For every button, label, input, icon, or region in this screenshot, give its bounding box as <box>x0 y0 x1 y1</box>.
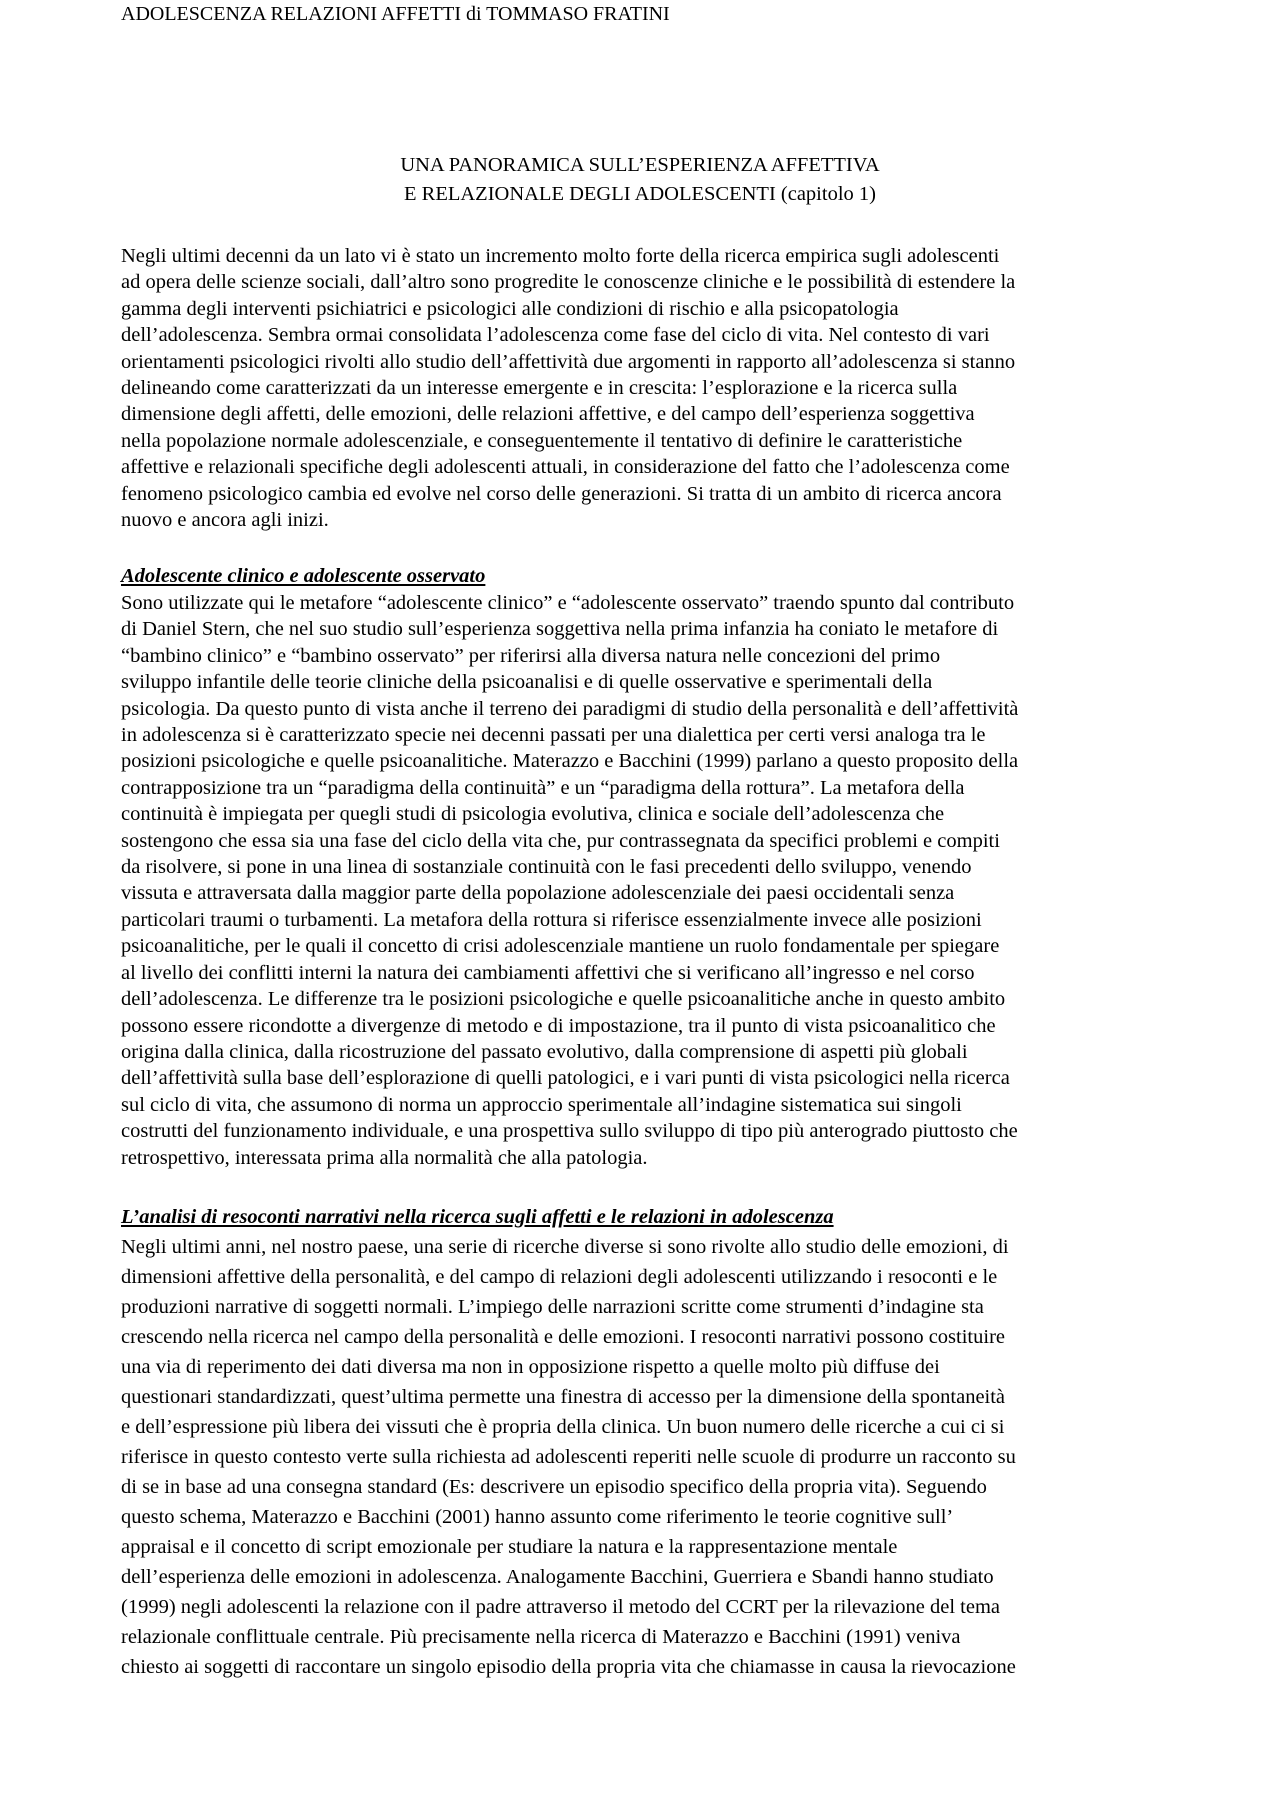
paragraph-line: possono essere ricondotte a divergenze di metodo e di impostazione, tra il punto di vista psicoanalitico che <box>121 1014 996 1037</box>
paragraph-line: orientamenti psicologici rivolti allo studio dell’affettività due argomenti in rapporto all’adolescenza si stanno <box>121 350 1016 373</box>
section-heading-clinical-observed: Adolescente clinico e adolescente osservato <box>121 565 486 587</box>
paragraph-line: posizioni psicologiche e quelle psicoanalitiche. Materazzo e Bacchini (1999) parlano a questo proposito della <box>121 750 1019 773</box>
paragraph-line: psicologia. Da questo punto di vista anche il terreno dei paradigmi di studio della personalità e dell’affettività <box>121 697 1019 720</box>
section-heading-narrative-reports: L’analisi di resoconti narrativi nella ricerca sugli affetti e le relazioni in adolescenza <box>121 1206 834 1228</box>
paragraph-line: crescendo nella ricerca nel campo della personalità e delle emozioni. I resoconti narrativi possono costituire <box>121 1326 1005 1348</box>
chapter-title-line-2: E RELAZIONALE DEGLI ADOLESCENTI (capitolo 1) <box>404 183 876 205</box>
paragraph-line: da risolvere, si pone in una linea di sostanziale continuità con le fasi precedenti dello sviluppo, venendo <box>121 856 972 879</box>
paragraph-line: dell’adolescenza. Sembra ormai consolidata l’adolescenza come fase del ciclo di vita. Nel contesto di vari <box>121 324 990 347</box>
paragraph-line: Negli ultimi anni, nel nostro paese, una serie di ricerche diverse si sono rivolte allo studio delle emozioni, di <box>121 1236 1009 1258</box>
section-2-paragraph <box>121 1232 1201 1682</box>
paragraph-line: costrutti del funzionamento individuale, e una prospettiva sullo sviluppo di tipo più anterogrado piuttosto che <box>121 1120 1018 1143</box>
paragraph-line: di se in base ad una consegna standard (Es: descrivere un episodio specifico della propria vita). Seguendo <box>121 1476 987 1498</box>
paragraph-line: produzioni narrative di soggetti normali. L’impiego delle narrazioni scritte come strumenti d’indagine sta <box>121 1296 984 1318</box>
paragraph-line: delineando come caratterizzati da un interesse emergente e in crescita: l’esplorazione e la ricerca sulla <box>121 377 958 400</box>
paragraph-line: questionari standardizzati, quest’ultima permette una finestra di accesso per la dimensione della spontaneità <box>121 1386 1006 1408</box>
paragraph-line: dell’adolescenza. Le differenze tra le posizioni psicologiche e quelle psicoanalitiche anche in questo ambito <box>121 988 1006 1011</box>
section-1-paragraph <box>121 590 1201 1171</box>
paragraph-line: nella popolazione normale adolescenziale, e conseguentemente il tentativo di definire le caratteristiche <box>121 429 963 452</box>
intro-paragraph <box>121 243 1201 533</box>
paragraph-line: affettive e relazionali specifiche degli adolescenti attuali, in considerazione del fatto che l’adolescenza come <box>121 456 1010 479</box>
paragraph-line: sviluppo infantile delle teorie cliniche della psicoanalisi e di quelle osservative e sperimentali della <box>121 671 933 694</box>
paragraph-line: al livello dei conflitti interni la natura dei cambiamenti affettivi che si verificano all’ingresso e nel corso <box>121 961 975 984</box>
paragraph-line: fenomeno psicologico cambia ed evolve nel corso delle generazioni. Si tratta di un ambito di ricerca ancora <box>121 482 1002 505</box>
paragraph-line: relazionale conflittuale centrale. Più precisamente nella ricerca di Materazzo e Bacchini (1991) veniva <box>121 1626 961 1648</box>
paragraph-line: “bambino clinico” e “bambino osservato” per riferirsi alla diversa natura nelle concezioni del primo <box>121 644 941 667</box>
paragraph-line: in adolescenza si è caratterizzato specie nei decenni passati per una dialettica per certi versi analoga tra le <box>121 724 986 747</box>
paragraph-line: origina dalla clinica, dalla ricostruzione del passato evolutivo, dalla comprensione di aspetti più globali <box>121 1040 968 1063</box>
paragraph-line: dell’esperienza delle emozioni in adolescenza. Analogamente Bacchini, Guerriera e Sbandi hanno studiato <box>121 1566 994 1588</box>
paragraph-line: nuovo e ancora agli inizi. <box>121 509 329 532</box>
paragraph-line: contrapposizione tra un “paradigma della continuità” e un “paradigma della rottura”. La metafora della <box>121 776 965 799</box>
paragraph-line: retrospettivo, interessata prima alla normalità che alla patologia. <box>121 1146 648 1169</box>
paragraph-line: continuità è impiegata per quegli studi di psicologia evolutiva, clinica e sociale dell’adolescenza che <box>121 803 945 826</box>
paragraph-line: psicoanalitiche, per le quali il concetto di crisi adolescenziale mantiene un ruolo fondamentale per spiegare <box>121 935 1000 958</box>
paragraph-line: questo schema, Materazzo e Bacchini (2001) hanno assunto come riferimento le teorie cognitive sull’ <box>121 1506 954 1528</box>
paragraph-line: e dell’espressione più libera dei vissuti che è propria della clinica. Un buon numero delle ricerche a cui ci si <box>121 1416 1005 1438</box>
running-header: ADOLESCENZA RELAZIONI AFFETTI di TOMMASO FRATINI <box>121 3 670 25</box>
paragraph-line: una via di reperimento dei dati diversa ma non in opposizione rispetto a quelle molto più diffuse dei <box>121 1356 940 1378</box>
paragraph-line: dell’affettività sulla base dell’esplorazione di quelli patologici, e i vari punti di vista psicologici nella ricerca <box>121 1067 1010 1090</box>
paragraph-line: sostengono che essa sia una fase del ciclo della vita che, pur contrassegnata da specifici problemi e compiti <box>121 829 1000 852</box>
paragraph-line: (1999) negli adolescenti la relazione con il padre attraverso il metodo del CCRT per la rilevazione del tema <box>121 1596 1000 1618</box>
paragraph-line: gamma degli interventi psichiatrici e psicologici alle condizioni di rischio e alla psicopatologia <box>121 297 899 320</box>
chapter-title <box>0 151 1280 209</box>
paragraph-line: appraisal e il concetto di script emozionale per studiare la natura e la rappresentazione mentale <box>121 1536 898 1558</box>
chapter-title-line-1: UNA PANORAMICA SULL’ESPERIENZA AFFETTIVA <box>400 154 880 176</box>
paragraph-line: ad opera delle scienze sociali, dall’altro sono progredite le conoscenze cliniche e le possibilità di estendere la <box>121 271 1016 294</box>
paragraph-line: Negli ultimi decenni da un lato vi è stato un incremento molto forte della ricerca empirica sugli adolescenti <box>121 245 1000 267</box>
paragraph-line: dimensioni affettive della personalità, e del campo di relazioni degli adolescenti utilizzando i resoconti e le <box>121 1266 998 1288</box>
paragraph-line: vissuta e attraversata dalla maggior parte della popolazione adolescenziale dei paesi occidentali senza <box>121 882 955 905</box>
paragraph-line: di Daniel Stern, che nel suo studio sull’esperienza soggettiva nella prima infanzia ha coniato le metafore di <box>121 618 999 641</box>
paragraph-line: riferisce in questo contesto verte sulla richiesta ad adolescenti reperiti nelle scuole di produrre un racconto su <box>121 1446 1016 1468</box>
paragraph-line: chiesto ai soggetti di raccontare un singolo episodio della propria vita che chiamasse in causa la rievocazione <box>121 1656 1016 1678</box>
paragraph-line: Sono utilizzate qui le metafore “adolescente clinico” e “adolescente osservato” traendo spunto dal contributo <box>121 592 1015 614</box>
paragraph-line: particolari traumi o turbamenti. La metafora della rottura si riferisce essenzialmente invece alle posizioni <box>121 908 982 931</box>
paragraph-line: sul ciclo di vita, che assumono di norma un approccio sperimentale all’indagine sistematica sui singoli <box>121 1093 962 1116</box>
paragraph-line: dimensione degli affetti, delle emozioni, delle relazioni affettive, e del campo dell’esperienza soggettiva <box>121 403 975 426</box>
